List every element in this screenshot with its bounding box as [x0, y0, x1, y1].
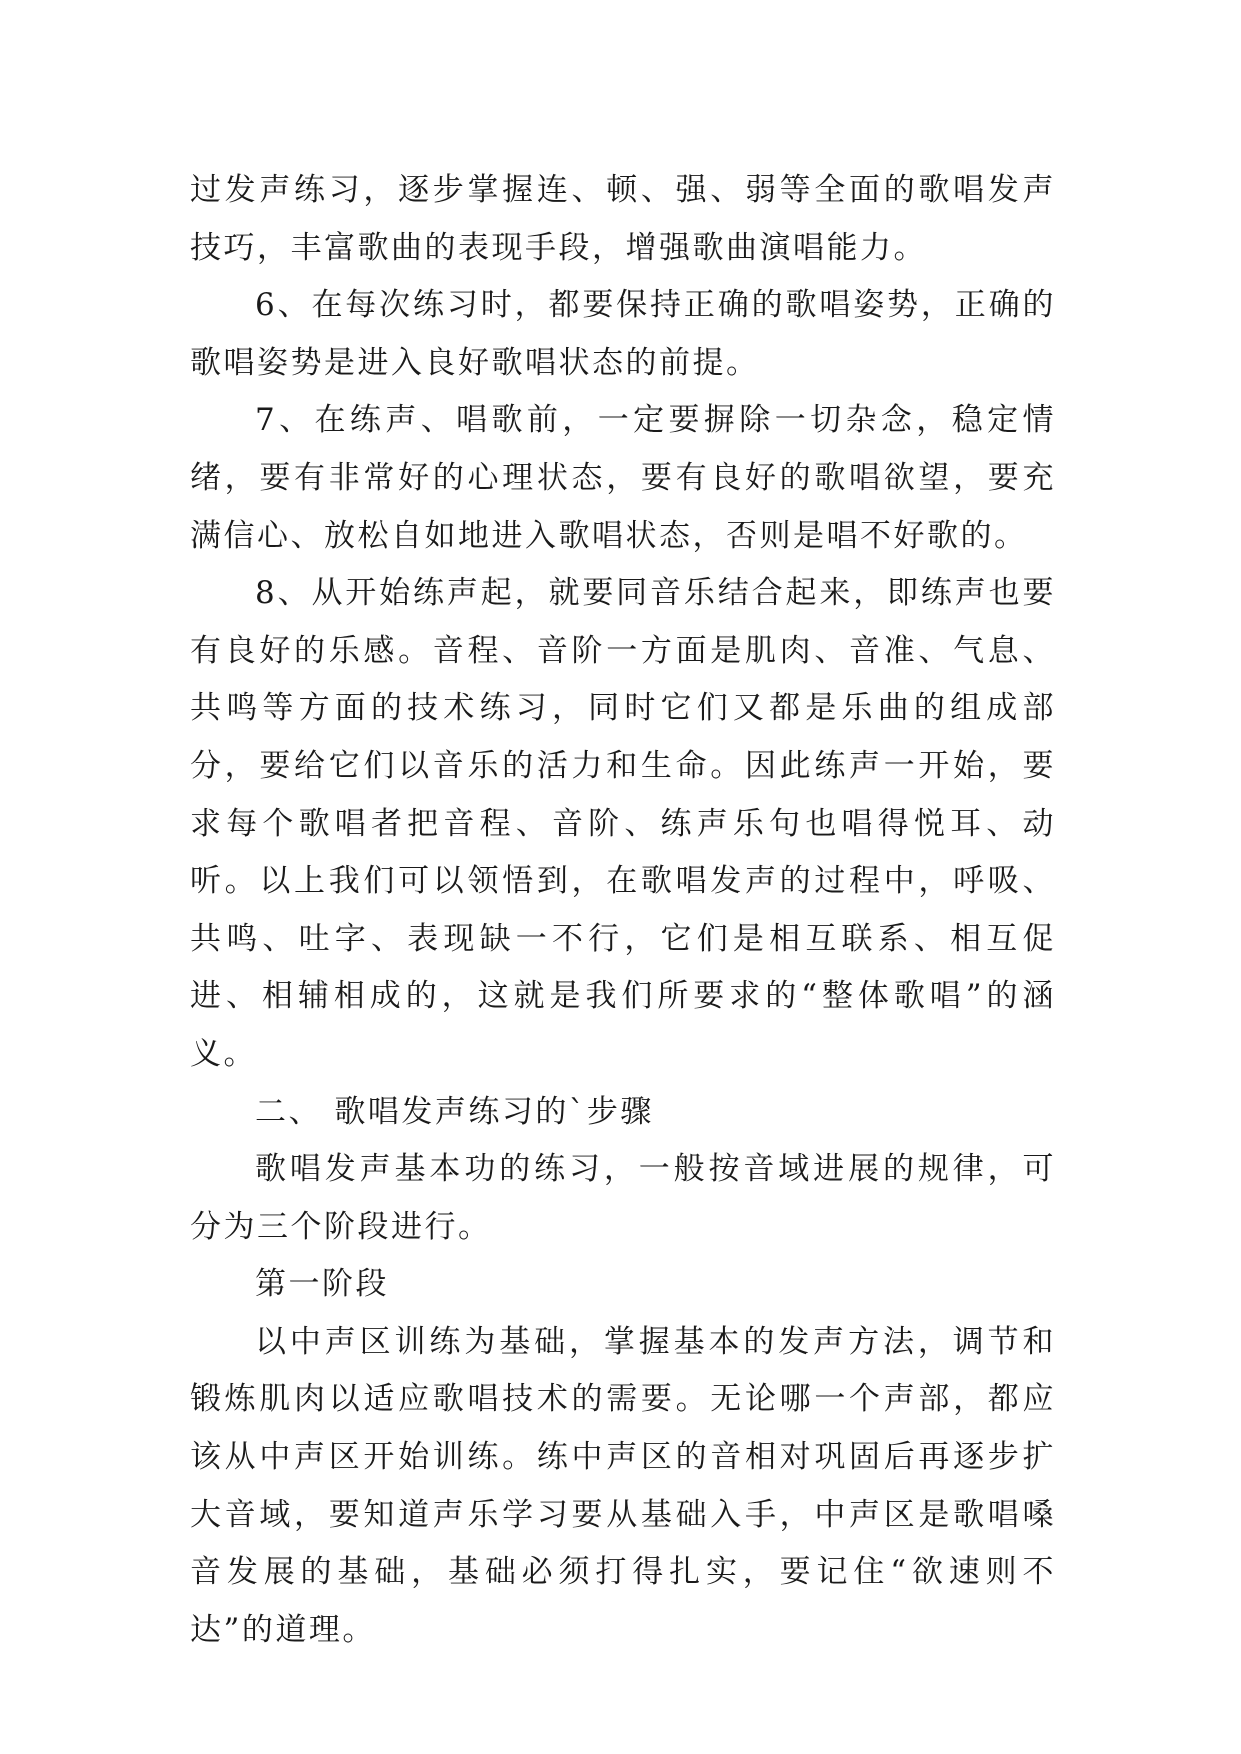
paragraph-stage-one: 以中声区训练为基础，掌握基本的发声方法，调节和锻炼肌肉以适应歌唱技术的需要。无论哪一个声部，都应该从中声区开始训练。练中声区的音相对巩固后再逐步扩大音域，要知道声乐学习要从基础入手，中声区是歌唱嗓音发展的基础，基础必须打得扎实，要记住“欲速则不达”的道理。 — [190, 1323, 1056, 1648]
paragraph-item-6: 6、在每次练习时，都要保持正确的歌唱姿势，正确的歌唱姿势是进入良好歌唱状态的前提。 — [190, 287, 1056, 381]
paragraph-continuation: 过发声练习，逐步掌握连、顿、强、弱等全面的歌唱发声技巧，丰富歌曲的表现手段，增强歌曲演唱能力。 — [190, 172, 1056, 266]
section-heading: 二、 歌唱发声练习的`步骤 — [255, 1093, 654, 1130]
document-body — [190, 162, 1056, 1659]
paragraph-intro: 歌唱发声基本功的练习，一般按音域进展的规律，可分为三个阶段进行。 — [190, 1151, 1056, 1245]
paragraph-item-7: 7、在练声、唱歌前，一定要摒除一切杂念，稳定情绪，要有非常好的心理状态，要有良好的歌唱欲望，要充满信心、放松自如地进入歌唱状态，否则是唱不好歌的。 — [190, 402, 1056, 554]
stage-heading: 第一阶段 — [255, 1266, 389, 1303]
paragraph-item-8: 8、从开始练声起，就要同音乐结合起来，即练声也要有良好的乐感。音程、音阶一方面是肌肉、音准、气息、共鸣等方面的技术练习，同时它们又都是乐曲的组成部分，要给它们以音乐的活力和生命。因此练声一开始，要求每个歌唱者把音程、音阶、练声乐句也唱得悦耳、动听。以上我们可以领悟到，在歌唱发声的过程中，呼吸、共鸣、吐字、表现缺一不行，它们是相互联系、相互促进、相辅相成的，这就是我们所要求的“整体歌唱”的涵义。 — [190, 575, 1056, 1072]
